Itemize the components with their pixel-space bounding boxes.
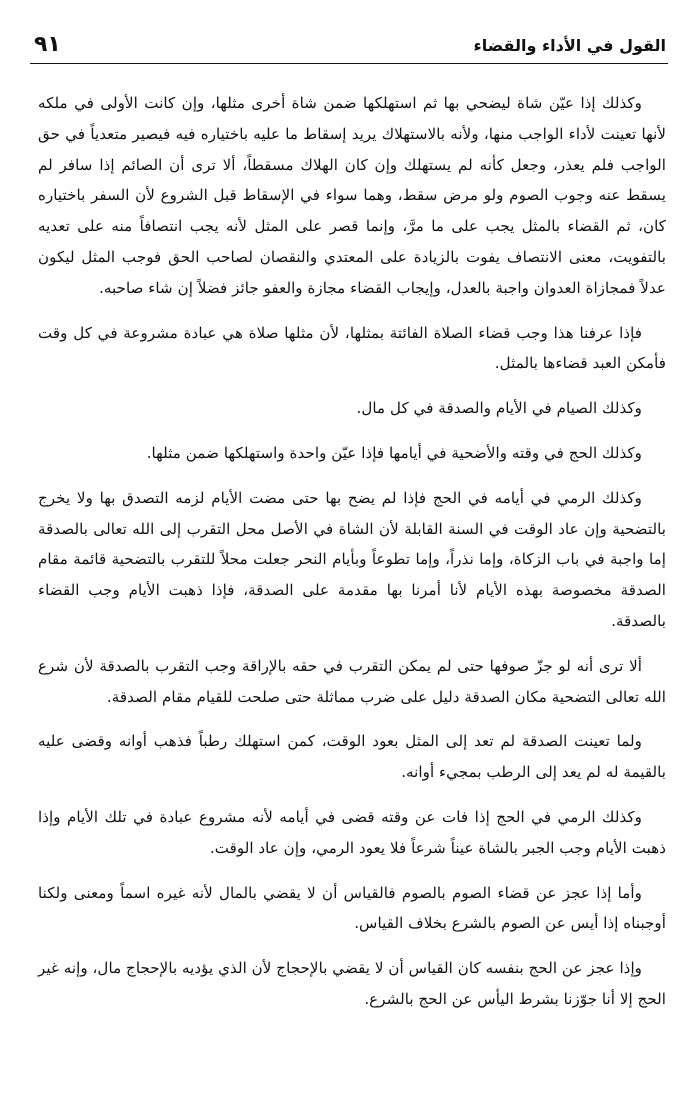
paragraph: وكذلك الرمي في الحج إذا فات عن وقته قضى في أيامه لأنه مشروع عبادة في تلك الأيام وإذا ذهبت الأيام وجب الجبر بالشاة عيناً شرعاً فلا يعود الرمي، وإن عاد الوقت. <box>38 807 666 857</box>
paragraph: وأما إذا عجز عن قضاء الصوم بالصوم فالقياس أن لا يقضي بالمال لأنه غيره اسماً ومعنى ولكنا أوجبناه إذا أيس عن الصوم بالشرع بخلاف القياس. <box>38 883 666 933</box>
paragraph: وكذلك إذا عيّن شاة ليضحي بها ثم استهلكها ضمن شاة أخرى مثلها، وإن كانت الأولى في ملكه لأنها تعينت لأداء الواجب منها، ولأنه بالاستهلاك يريد إسقاط ما عليه باختياره فيه فيصير متعدياً في حق الواجب فلم يعذر، وجعل كأنه لم يستهلك وإن كان الهلاك مسقطاً، ألا ترى أن الصائم إذا سافر لم يسقط عنه وجوب الصوم ولو مرض سقط، وهما سواء في الإسقاط قبل الشروع لأن السفر باختياره كان، ثم القضاء بالمثل يجب على ما مرَّ، وإنما قصر على المثل لأنه يجب انتصافاً منه على تعديه بالتفويت، معنى الانتصاف يفوت بالزيادة على المعتدي والنقصان لصاحب الحق فوجب المثل ليكون عدلاً فمجازاة العدوان واجبة بالعدل، وإيجاب القضاء مجازة والعفو جائز فضلاً إن شاء صاحبه. <box>38 94 666 297</box>
paragraph: وكذلك الرمي في أيامه في الحج فإذا لم يضح بها حتى مضت الأيام لزمه التصدق بها ولا يخرج بالتضحية وإن عاد الوقت في السنة القابلة لأن الشاة في الأصل محل التقرب إلى الله تعالى بالصدقة إما واجبة في باب الزكاة، وإما نذراً، وإما تطوعاً وبأيام النحر جعلت محلاً للتقرب بالتضحية قائمة مقام الصدقة مخصوصة بهذه الأيام لأنا أمرنا بها مقدمة على الصدقة، فإذا ذهبت الأيام وجب القضاء بالصدقة. <box>38 488 666 630</box>
paragraph: ولما تعينت الصدقة لم تعد إلى المثل بعود الوقت، كمن استهلك رطباً فذهب أوانه وقضى عليه بالقيمة له لم يعد إلى الرطب بمجيء أوانه. <box>38 732 666 782</box>
page-header <box>30 30 668 64</box>
paragraph: وإذا عجز عن الحج بنفسه كان القياس أن لا يقضي بالإحجاج لأن الذي يؤديه بالإحجاج مال، وإنه غير الحج إلا أنا جوّزنا بشرط اليأس عن الحج بالشرع. <box>38 959 666 1008</box>
page-number: ٩١ <box>34 32 61 57</box>
paragraph: فإذا عرفنا هذا وجب قضاء الصلاة الفائتة بمثلها، لأن مثلها صلاة هي عبادة مشروعة في كل وقت فأمكن العبد قضاءها بالمثل. <box>38 323 666 373</box>
paragraph: وكذلك الحج في وقته والأضحية في أيامها فإذا عيّن واحدة واستهلكها ضمن مثلها. <box>146 443 642 462</box>
running-title: القول في الأداء والقضاء <box>473 36 666 55</box>
paragraph: وكذلك الصيام في الأيام والصدقة في كل مال. <box>356 399 642 418</box>
paragraph: ألا ترى أنه لو جزّ صوفها حتى لم يمكن التقرب في حقه بالإراقة وجب التقرب بالصدقة لأن شرع الله تعالى التضحية مكان الصدقة دليل على ضرب مماثلة حتى صلحت للقيام مقام الصدقة. <box>38 656 666 706</box>
header-rule <box>30 63 668 64</box>
book-page <box>30 30 668 1077</box>
body-text <box>38 88 666 1029</box>
